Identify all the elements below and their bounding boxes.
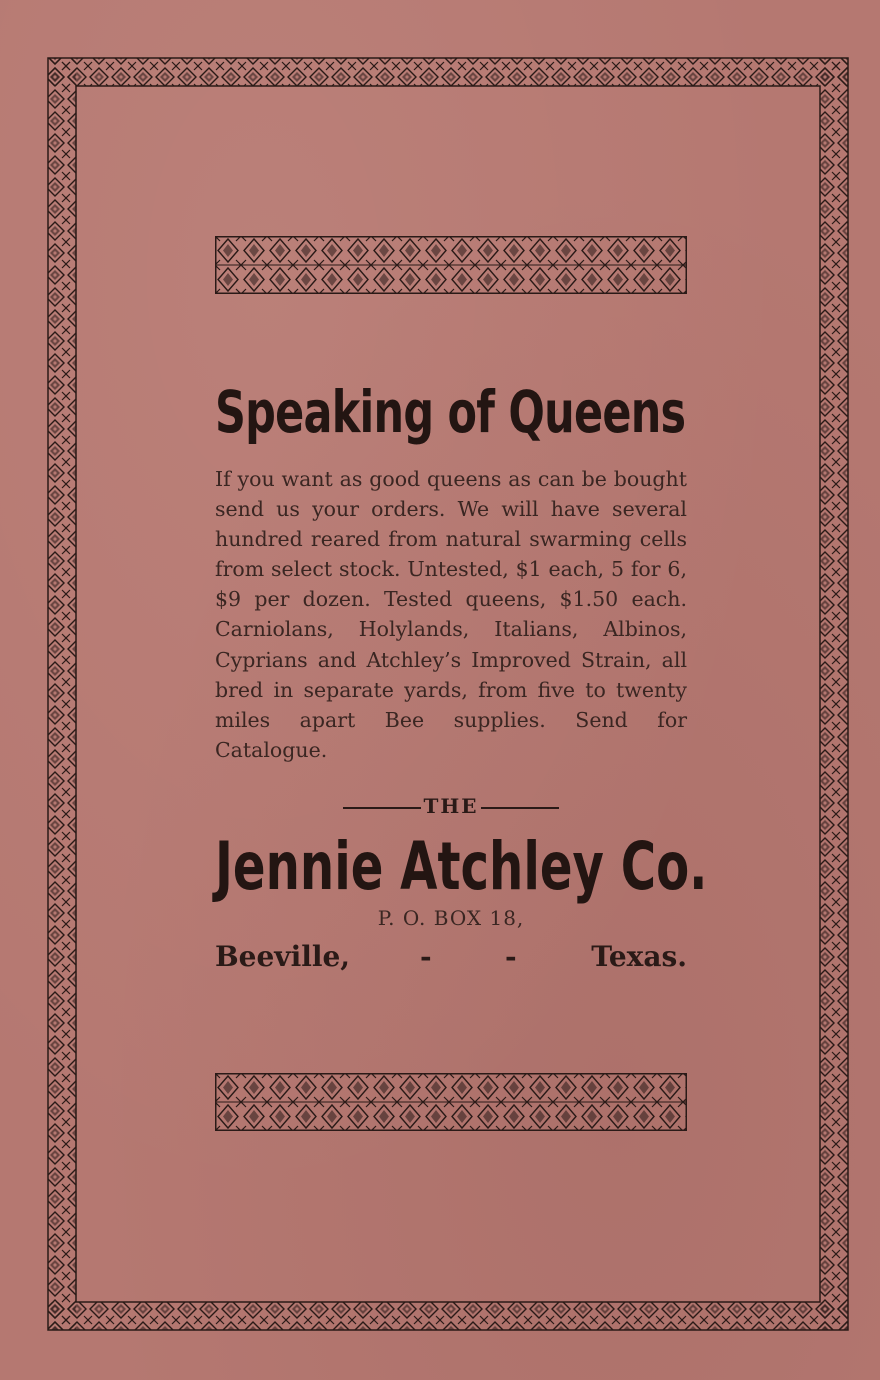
top-ornament-band [215, 236, 687, 294]
dash-separator: - [420, 940, 432, 973]
heading-speaking-of-queens: Speaking of Queens [215, 378, 686, 446]
address-line [215, 940, 687, 980]
the-text: THE [423, 794, 479, 818]
advertisement-body: If you want as good queens as can be bought send us your orders. We will have several hundred reared from natural swarming cells from select stock. Untested, $1 each, 5 for 6, $9 per dozen. Tested queens, $1.50 each. Carniolans, Holylands, Italians, Albinos, Cyprians and Atchley’s Improved Strain, all bred in separate yards, from five to twenty miles apart Bee supplies. Send for Catalogue. [215, 467, 687, 762]
bottom-ornament-band [215, 1073, 687, 1131]
right-rule [481, 807, 559, 809]
po-box: P. O. BOX 18, [377, 906, 525, 930]
state: Texas. [591, 940, 687, 973]
company-name: Jennie Atchley Co. [215, 828, 708, 905]
the-label [215, 794, 687, 818]
city: Beeville, [215, 940, 351, 973]
dash-separator: - [505, 940, 517, 973]
left-rule [343, 807, 421, 809]
